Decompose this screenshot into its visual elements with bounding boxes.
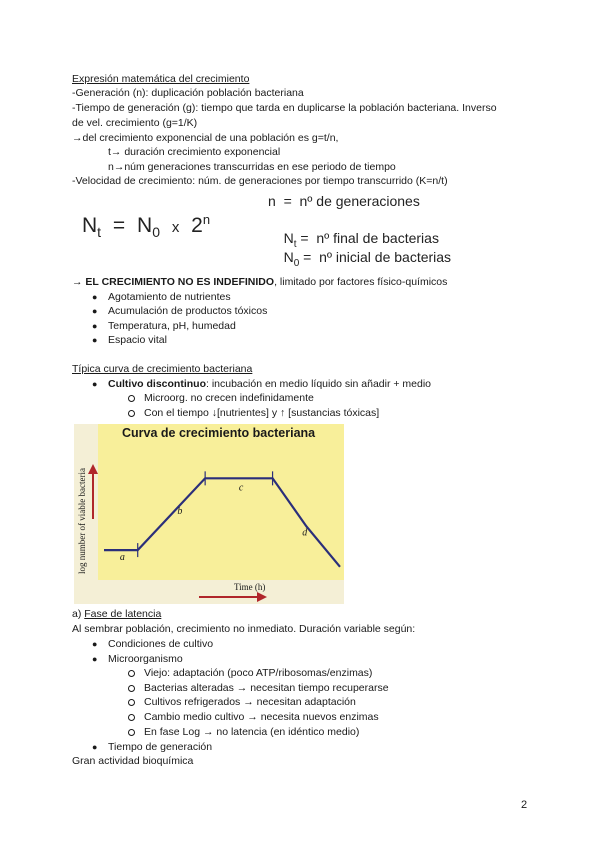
cultivo-bold: Cultivo discontinuo	[108, 378, 206, 390]
circle-bullet-icon	[128, 685, 135, 692]
latencia-title: Fase de latencia	[84, 608, 162, 620]
latencia-intro: Al sembrar población, crecimiento no inmediato. Duración variable según:	[72, 623, 416, 635]
circle-bullet-icon	[128, 395, 135, 402]
list-item: Acumulación de productos tóxicos	[108, 305, 268, 317]
chart-title: Curva de crecimiento bacteriana	[122, 426, 316, 440]
formula-main	[82, 212, 210, 240]
circle-bullet-icon	[128, 699, 135, 706]
list-item: Condiciones de cultivo	[108, 638, 214, 650]
bullet-icon: ●	[92, 654, 98, 664]
list-item: Agotamiento de nutrientes	[108, 291, 231, 303]
list-item: Cambio medio cultivo → necesita nuevos enzimas	[144, 711, 379, 723]
formula-equals: =	[112, 214, 126, 237]
line-inverso: de vel. crecimiento (g=1/K)	[72, 117, 198, 129]
line-tiempo-generacion: -Tiempo de generación (g): tiempo que tarda en duplicarse la población bacteriana. Inverso	[72, 102, 497, 114]
formula-times: x	[171, 219, 180, 236]
legend-nt-text: = nº final de bacterias	[296, 230, 439, 246]
circle-bullet-icon	[128, 714, 135, 721]
latencia-heading	[72, 608, 161, 621]
list-item: Con el tiempo ↓[nutrientes] y ↑ [sustancias tóxicas]	[144, 407, 380, 419]
formula-N: N	[82, 214, 98, 237]
list-item: Tiempo de generación	[108, 741, 213, 753]
bullet-icon: ●	[92, 335, 98, 345]
latencia-prefix: a)	[72, 608, 85, 620]
legend-n0-text: = nº inicial de bacterias	[299, 249, 452, 265]
legend-n0-sub: 0	[293, 257, 300, 269]
heading-expresion: Expresión matemática del crecimiento	[72, 73, 250, 85]
phase-label-d: d	[302, 527, 308, 539]
formula-2: 2	[191, 214, 203, 237]
line-velocidad: -Velocidad de crecimiento: núm. de generaciones por tiempo transcurrido (K=n/t)	[72, 175, 448, 187]
cultivo-rest: : incubación en medio líquido sin añadir + medio	[206, 378, 432, 390]
list-item: Temperatura, pH, humedad	[108, 320, 236, 332]
page-number: 2	[521, 799, 528, 811]
circle-bullet-icon	[128, 410, 135, 417]
plot-area	[98, 424, 344, 580]
bullet-icon: ●	[92, 639, 98, 649]
curva-heading: Típica curva de crecimiento bacteriana	[72, 363, 253, 375]
chart-ylabel: log number of viable bacteria	[77, 468, 87, 574]
legend-nt-sub: t	[293, 238, 297, 250]
bullet-icon: ●	[92, 321, 98, 331]
crecimiento-heading	[72, 276, 447, 289]
circle-bullet-icon	[128, 729, 135, 736]
phase-label-c: c	[238, 482, 244, 494]
crecimiento-arrow: →	[72, 276, 86, 288]
list-item: Bacterias alteradas → necesitan tiempo recuperarse	[144, 682, 389, 694]
list-item: Microorganismo	[108, 653, 183, 665]
bullet-icon: ●	[92, 292, 98, 302]
bullet-icon: ●	[92, 379, 98, 389]
crecimiento-rest: , limitado por factores físico-químicos	[274, 276, 448, 288]
crecimiento-bold: EL CRECIMIENTO NO ES INDEFINIDO	[85, 276, 275, 288]
list-item: Viejo: adaptación (poco ATP/ribosomas/enzimas)	[144, 667, 373, 679]
line-n-def: n→núm generaciones transcurridas en ese periodo de tiempo	[108, 161, 396, 173]
growth-curve-chart	[74, 424, 344, 604]
bullet-icon: ●	[92, 306, 98, 316]
cultivo-item	[108, 378, 431, 391]
circle-bullet-icon	[128, 670, 135, 677]
formula-t-sub: t	[97, 224, 102, 241]
line-exponencial: →del crecimiento exponencial de una población es g=t/n,	[72, 132, 339, 144]
gran-actividad: Gran actividad bioquímica	[72, 755, 194, 767]
line-generacion: -Generación (n): duplicación población bacteriana	[72, 87, 304, 99]
legend-n0-N: N	[283, 249, 294, 265]
legend-n: n = nº de generaciones	[268, 193, 420, 209]
chart-xlabel: Time (h)	[234, 582, 266, 592]
formula-n-sup: n	[202, 212, 211, 227]
list-item: Microorg. no crecen indefinidamente	[144, 392, 314, 404]
bullet-icon: ●	[92, 742, 98, 752]
phase-label-b: b	[177, 506, 183, 518]
formula-N0: N	[137, 214, 153, 237]
phase-label-a: a	[119, 552, 125, 564]
formula-0-sub: 0	[152, 224, 160, 241]
line-t-def: t→ duración crecimiento exponencial	[108, 146, 281, 158]
list-item: Espacio vital	[108, 334, 167, 346]
list-item: Cultivos refrigerados → necesitan adaptación	[144, 696, 356, 708]
legend-nt-N: N	[283, 230, 294, 246]
list-item: En fase Log → no latencia (en idéntico medio)	[144, 726, 360, 738]
